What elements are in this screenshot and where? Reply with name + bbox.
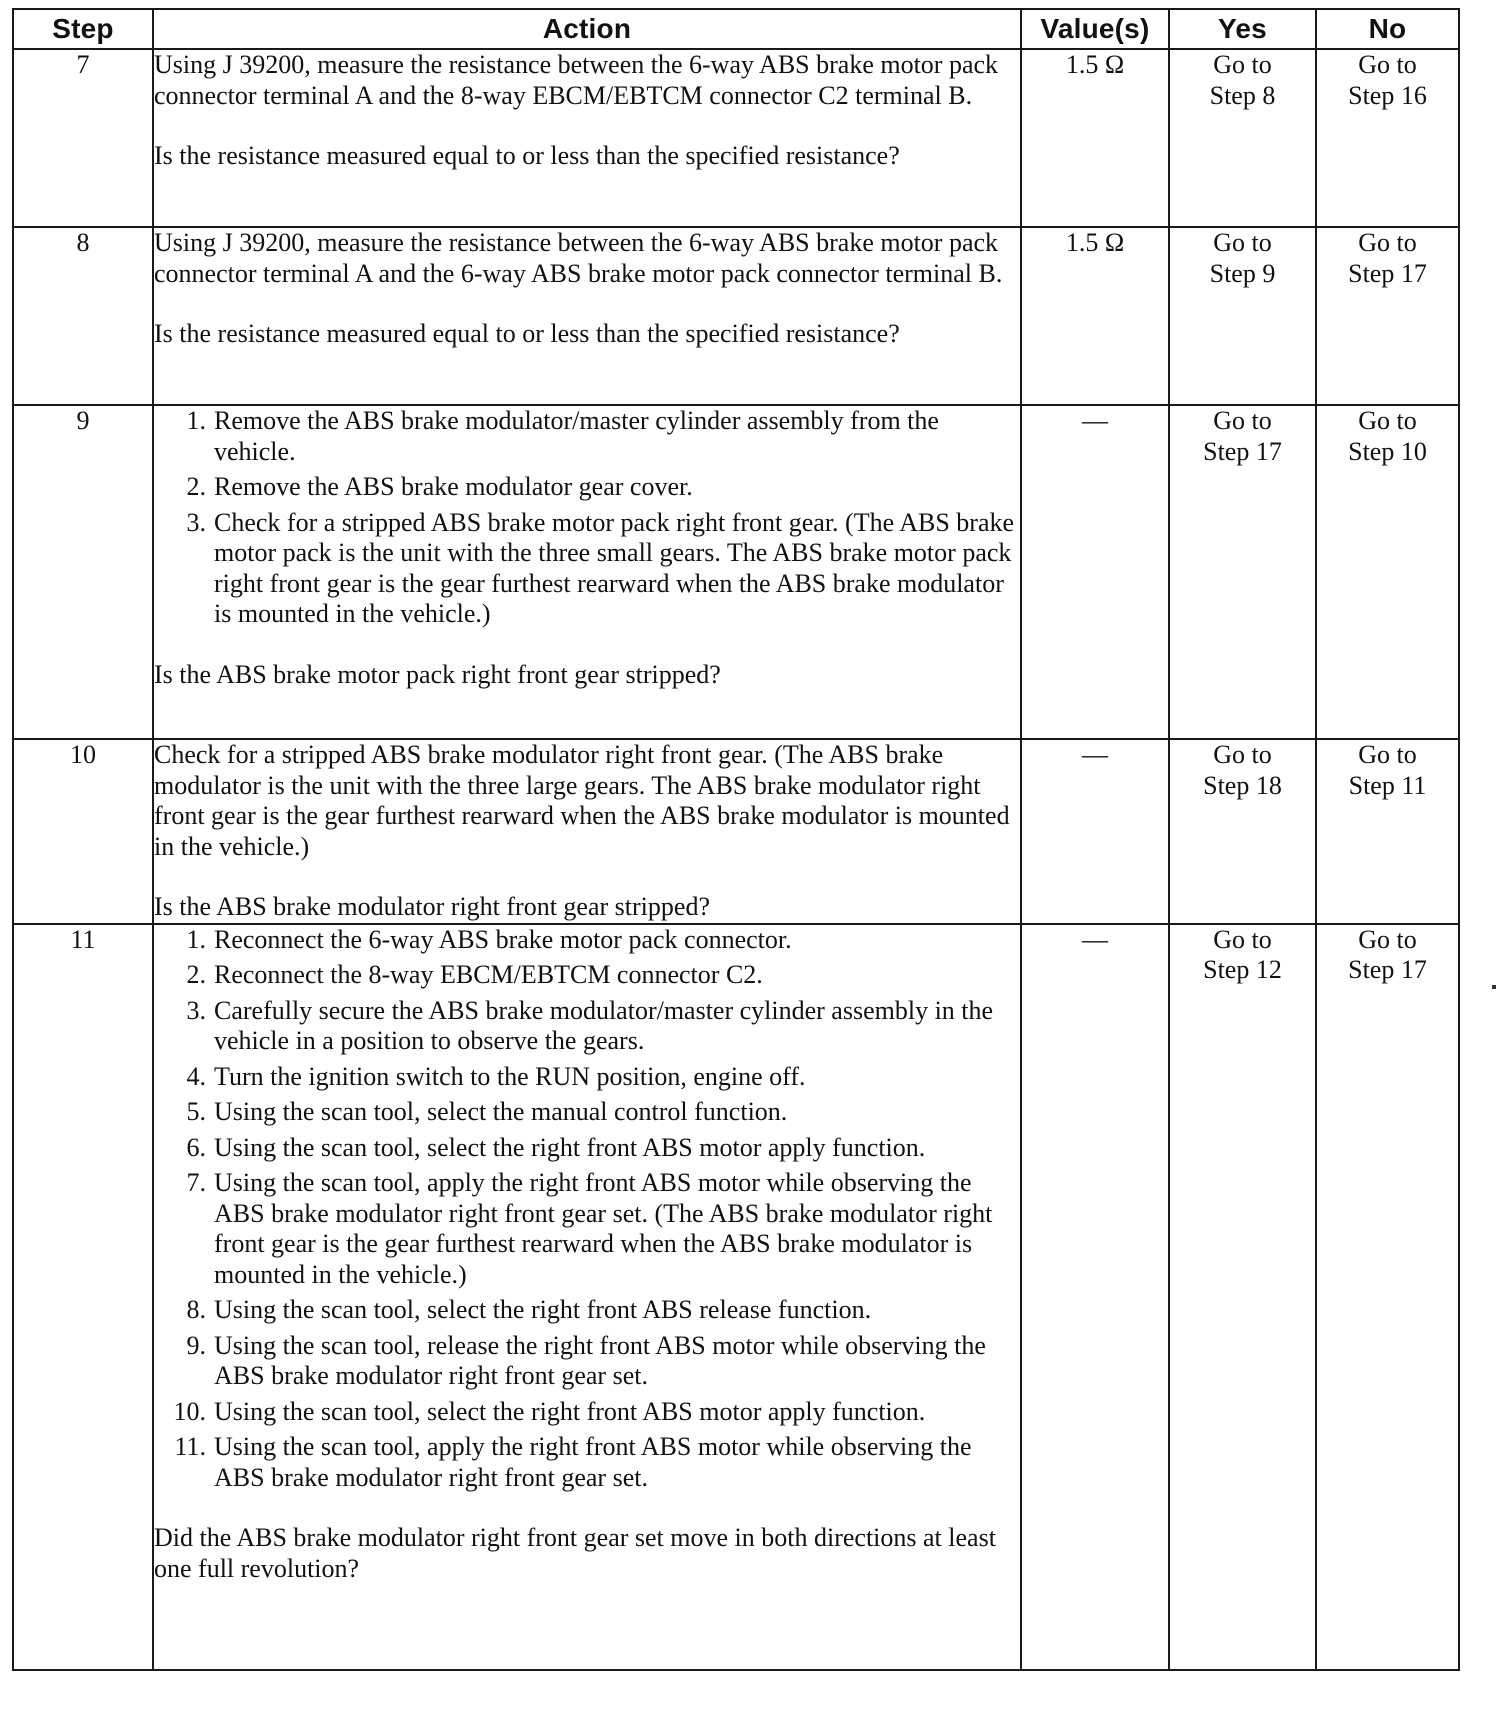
- no-step-ref: Step 11: [1348, 770, 1427, 800]
- list-item: 4. Turn the ignition switch to the RUN position, engine off.: [186, 1061, 806, 1091]
- question-text: Is the ABS brake motor pack right front gear stripped?: [154, 659, 721, 689]
- list-item: 11. Using the scan tool, apply the right front ABS motor while observing the ABS brake modulator right front gear set.: [174, 1432, 972, 1492]
- header-action: Action: [153, 9, 1021, 49]
- step-number: 7: [13, 49, 153, 227]
- yes-goto-label: Go to: [1213, 924, 1272, 954]
- yes-cell: [1169, 227, 1316, 405]
- yes-cell: [1169, 405, 1316, 739]
- list-item: 1. Remove the ABS brake modulator/master cylinder assembly from the vehicle.: [186, 406, 939, 466]
- yes-cell: [1169, 49, 1316, 227]
- step-number: 8: [13, 227, 153, 405]
- question-text: Is the ABS brake modulator right front gear stripped?: [154, 892, 710, 921]
- yes-cell: [1169, 924, 1316, 1670]
- value-cell: 1.5 Ω: [1021, 227, 1169, 405]
- no-goto-label: Go to: [1358, 228, 1417, 257]
- list-item: 7. Using the scan tool, apply the right front ABS motor while observing the ABS brake modulator right front gear set. (The ABS brake modulator right front gear is the gear furthest rearward when the ABS brake modulator is mounted in the vehicle.): [186, 1168, 993, 1289]
- yes-cell: [1169, 739, 1316, 924]
- no-goto-label: Go to: [1358, 740, 1417, 769]
- yes-step-ref: Step 12: [1203, 955, 1282, 984]
- action-cell: [153, 227, 1021, 405]
- table-row: [13, 405, 1459, 739]
- table-row: [13, 739, 1459, 924]
- action-text: Using J 39200, measure the resistance between the 6-way ABS brake motor pack connector terminal A and the 8-way EBCM/EBTCM connector C2 terminal B.: [154, 50, 999, 110]
- diagnostic-table: [12, 8, 1460, 1671]
- header-no: No: [1316, 9, 1459, 49]
- value-cell: —: [1021, 924, 1169, 1670]
- action-text: Check for a stripped ABS brake modulator right front gear. (The ABS brake modulator is the unit with the three large gears. The ABS brake modulator right front gear is the gear furthest rearward when the ABS brake modulator is mounted in the vehicle.): [154, 740, 1010, 861]
- question-text: Did the ABS brake modulator right front gear set move in both directions at least one full revolution?: [154, 1523, 996, 1583]
- question-text: Is the resistance measured equal to or less than the specified resistance?: [154, 319, 900, 348]
- header-values: Value(s): [1021, 9, 1169, 49]
- table-row: [13, 924, 1459, 1670]
- value-cell: —: [1021, 739, 1169, 924]
- no-goto-label: Go to: [1358, 50, 1417, 79]
- yes-goto-label: Go to: [1213, 406, 1272, 435]
- no-step-ref: Step 16: [1348, 80, 1427, 110]
- list-item: 1. Reconnect the 6-way ABS brake motor pack connector.: [186, 924, 792, 954]
- action-cell: [153, 49, 1021, 227]
- no-step-ref: Step 10: [1348, 436, 1427, 466]
- step-number: 10: [13, 739, 153, 924]
- no-cell: [1316, 405, 1459, 739]
- action-text: Using J 39200, measure the resistance between the 6-way ABS brake motor pack connector terminal A and the 6-way ABS brake motor pack connector terminal B.: [154, 228, 1003, 288]
- action-cell: [153, 405, 1021, 739]
- no-cell: [1316, 924, 1459, 1670]
- no-cell: [1316, 227, 1459, 405]
- step-number: 9: [13, 405, 153, 739]
- step-number: 11: [13, 924, 153, 1670]
- yes-goto-label: Go to: [1213, 50, 1272, 79]
- yes-step-ref: Step 18: [1203, 770, 1282, 800]
- action-steps-list: [154, 406, 1020, 630]
- yes-step-ref: Step 17: [1203, 436, 1282, 466]
- action-cell: [153, 924, 1021, 1670]
- header-yes: Yes: [1169, 9, 1316, 49]
- yes-step-ref: Step 8: [1209, 80, 1276, 110]
- no-goto-label: Go to: [1358, 406, 1417, 435]
- value-cell: 1.5 Ω: [1021, 49, 1169, 227]
- no-cell: [1316, 739, 1459, 924]
- list-item: 10. Using the scan tool, select the right front ABS motor apply function.: [173, 1396, 926, 1426]
- no-step-ref: Step 17: [1348, 258, 1427, 288]
- list-item: 5. Using the scan tool, select the manual control function.: [186, 1097, 788, 1126]
- list-item: 3. Carefully secure the ABS brake modulator/master cylinder assembly in the vehicle in a position to observe the gears.: [186, 995, 994, 1055]
- list-item: 8. Using the scan tool, select the right front ABS release function.: [186, 1295, 872, 1324]
- no-cell: [1316, 49, 1459, 227]
- question-text: Is the resistance measured equal to or less than the specified resistance?: [154, 141, 900, 170]
- list-item: 2. Remove the ABS brake modulator gear cover.: [186, 472, 693, 501]
- list-item: 2. Reconnect the 8-way EBCM/EBTCM connector C2.: [186, 960, 763, 989]
- table-row: [13, 49, 1459, 227]
- action-cell: [153, 739, 1021, 924]
- no-goto-label: Go to: [1358, 924, 1417, 954]
- table-row: [13, 227, 1459, 405]
- action-steps-list: [154, 925, 1020, 1494]
- scan-artifact: [1492, 985, 1496, 989]
- yes-step-ref: Step 9: [1209, 258, 1276, 288]
- list-item: 3. Check for a stripped ABS brake motor pack right front gear. (The ABS brake motor pack is the unit with the three small gears. The ABS brake motor pack right front gear is the gear furthest rearward when the ABS brake modulator is mounted in the vehicle.): [186, 507, 1015, 628]
- header-row: [13, 9, 1459, 49]
- yes-goto-label: Go to: [1213, 228, 1272, 257]
- list-item: 6. Using the scan tool, select the right front ABS motor apply function.: [186, 1132, 926, 1162]
- list-item: 9. Using the scan tool, release the right front ABS motor while observing the ABS brake modulator right front gear set.: [186, 1330, 986, 1390]
- yes-goto-label: Go to: [1213, 740, 1272, 769]
- header-step: Step: [13, 9, 153, 49]
- value-cell: —: [1021, 405, 1169, 739]
- no-step-ref: Step 17: [1348, 955, 1427, 984]
